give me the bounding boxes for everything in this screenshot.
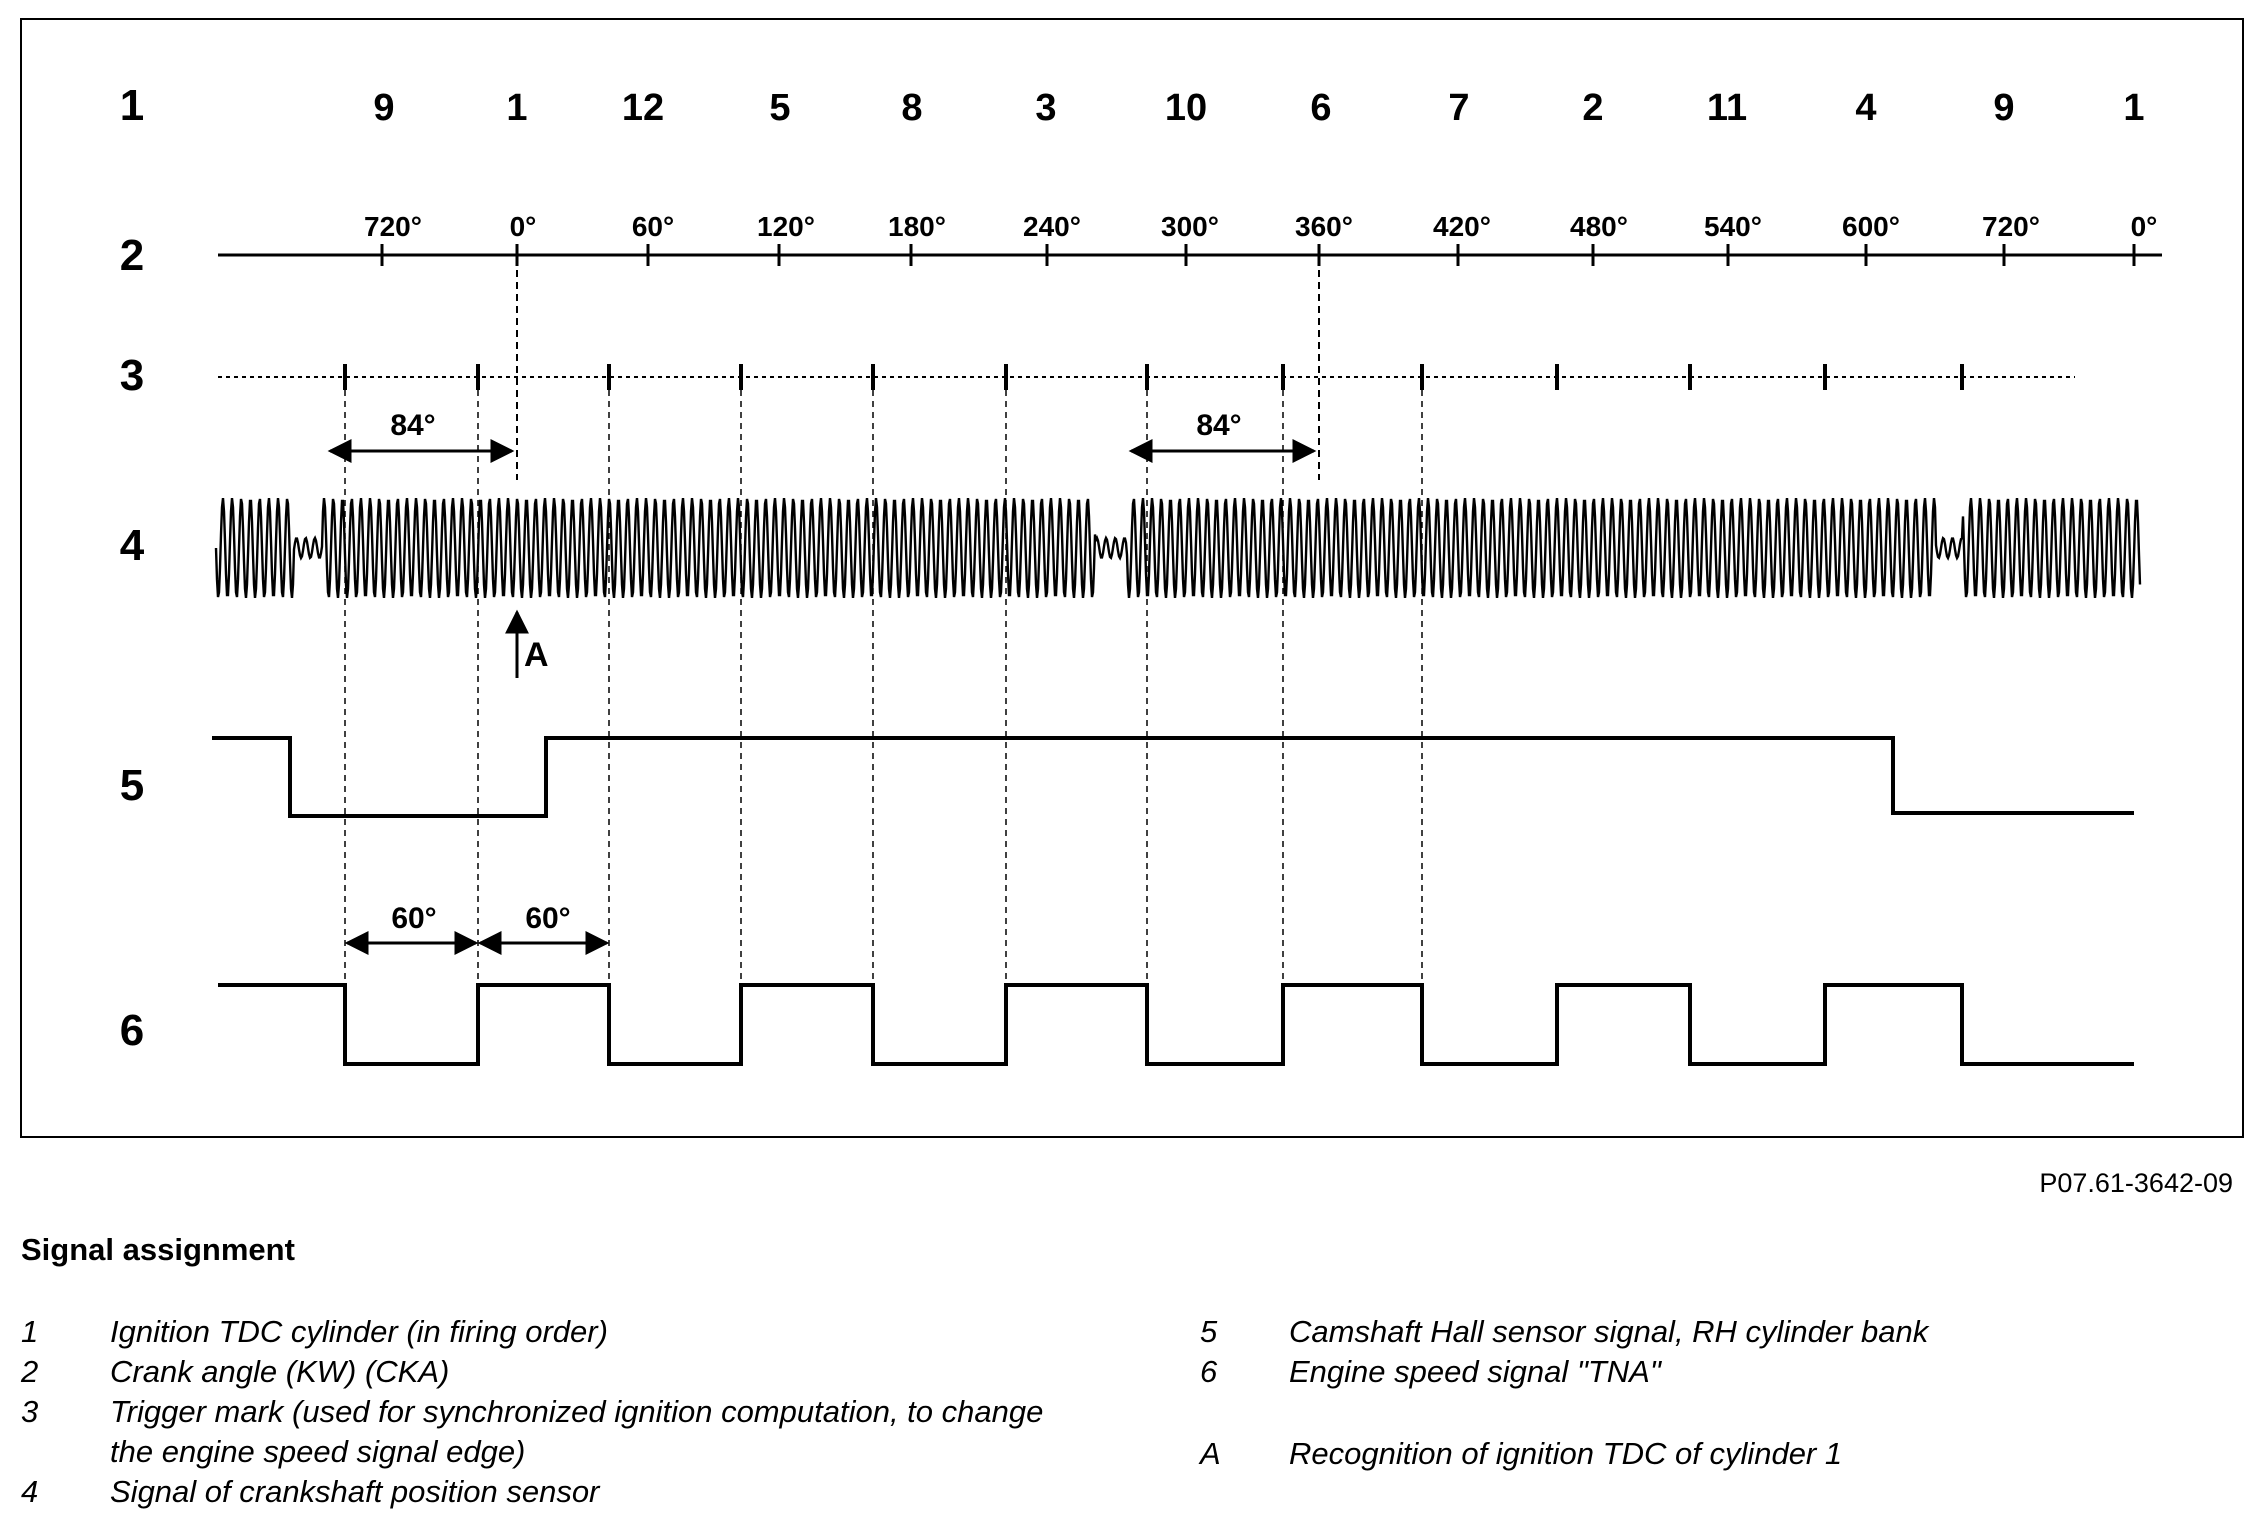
crank-angle-tick-label: 0° [2130, 211, 2158, 242]
legend-item [1200, 1312, 2230, 1352]
legend-text: Camshaft Hall sensor signal, RH cylinder bank [1289, 1314, 1929, 1349]
legend-text: Crank angle (KW) (CKA) [110, 1354, 450, 1389]
crank-angle-tick-label: 480° [1570, 211, 1628, 242]
legend-text: Engine speed signal "TNA" [1289, 1354, 1661, 1389]
tdc-cylinder-label: 9 [1993, 87, 2015, 129]
crank-angle-tick-label: 720° [364, 211, 422, 242]
crank-angle-tick-label: 180° [888, 211, 946, 242]
figure-id: P07.61-3642-09 [2039, 1168, 2233, 1198]
row-label-5: 5 [119, 761, 145, 810]
dimension-84-right [1131, 409, 1314, 451]
tdc-cylinder-label: 9 [373, 87, 395, 129]
crank-angle-tick-label: 300° [1161, 211, 1219, 242]
legend-item [21, 1472, 1141, 1512]
crank-angle-tick-label: 60° [631, 211, 675, 242]
camshaft-hall-signal [212, 738, 2134, 816]
tdc-reference-lines [517, 258, 1319, 480]
crank-angle-tick-label: 240° [1023, 211, 1081, 242]
legend-item [21, 1392, 1141, 1472]
legend-key: 1 [21, 1314, 39, 1349]
row-label-1: 1 [119, 81, 145, 130]
row-label-3: 3 [119, 351, 145, 400]
crank-angle-tick-label: 720° [1982, 211, 2040, 242]
row-label-4: 4 [119, 521, 145, 570]
tdc-cylinder-label: 10 [1164, 87, 1208, 129]
legend-text: Signal of crankshaft position sensor [110, 1474, 600, 1509]
legend-key: A [1200, 1436, 1221, 1471]
tdc-cylinder-label: 1 [506, 87, 528, 129]
legend-key: 5 [1200, 1314, 1218, 1349]
dimension-84-left [330, 409, 512, 451]
legend-text: Trigger mark (used for synchronized ignition computation, to change the engine speed signal edge) [110, 1394, 1044, 1469]
trigger-guide-lines [345, 390, 1422, 985]
engine-speed-tna-signal [218, 985, 2134, 1064]
crank-angle-tick-label: 0° [509, 211, 537, 242]
crankshaft-sensor-signal [216, 498, 2140, 598]
dimension-label: 84° [1196, 409, 1242, 442]
crank-angle-axis [218, 211, 2162, 266]
dimension-60-right [480, 902, 607, 943]
trigger-mark-row [218, 364, 2075, 390]
legend-left-column [21, 1312, 1141, 1512]
legend-item [21, 1352, 1141, 1392]
legend-item [21, 1312, 1141, 1352]
legend-heading: Signal assignment [21, 1232, 295, 1267]
crankshaft-sensor-waveform [216, 498, 2140, 598]
tdc-cylinder-label: 12 [621, 87, 665, 129]
tdc-cylinder-label: 5 [769, 87, 791, 129]
legend-text: Recognition of ignition TDC of cylinder 1 [1289, 1436, 1843, 1471]
tdc-cylinder-label: 3 [1035, 87, 1057, 129]
legend-right-column [1200, 1312, 2230, 1474]
crank-angle-tick-label: 420° [1433, 211, 1491, 242]
legend-key: 6 [1200, 1354, 1218, 1389]
tdc-cylinder-label: 1 [2123, 87, 2145, 129]
tdc-cylinder-label: 2 [1582, 87, 1604, 129]
marker-a [517, 612, 549, 678]
legend-item [1200, 1434, 2230, 1474]
tdc-cylinder-label: 4 [1855, 87, 1877, 129]
legend-text: Ignition TDC cylinder (in firing order) [110, 1314, 608, 1349]
row-label-2: 2 [119, 231, 145, 280]
dimension-label: 60° [525, 902, 571, 935]
row-labels [120, 81, 145, 1055]
ignition-tdc-row [373, 87, 2144, 129]
tdc-cylinder-label: 6 [1310, 87, 1332, 129]
dimension-60-left [347, 902, 476, 943]
dimension-label: 60° [391, 902, 437, 935]
tdc-cylinder-label: 11 [1706, 87, 1748, 129]
tdc-cylinder-label: 8 [901, 87, 923, 129]
crank-angle-tick-label: 540° [1704, 211, 1762, 242]
legend-key: 3 [21, 1394, 39, 1429]
dimension-label: 84° [390, 409, 436, 442]
crank-angle-tick-label: 120° [757, 211, 815, 242]
crank-angle-tick-label: 360° [1295, 211, 1353, 242]
tdc-cylinder-label: 7 [1448, 87, 1470, 129]
legend-key: 2 [21, 1354, 39, 1389]
crank-angle-tick-label: 600° [1842, 211, 1900, 242]
marker-a-label: A [524, 636, 549, 674]
row-label-6: 6 [119, 1006, 145, 1055]
legend-item [1200, 1352, 2230, 1392]
legend-key: 4 [21, 1474, 39, 1509]
